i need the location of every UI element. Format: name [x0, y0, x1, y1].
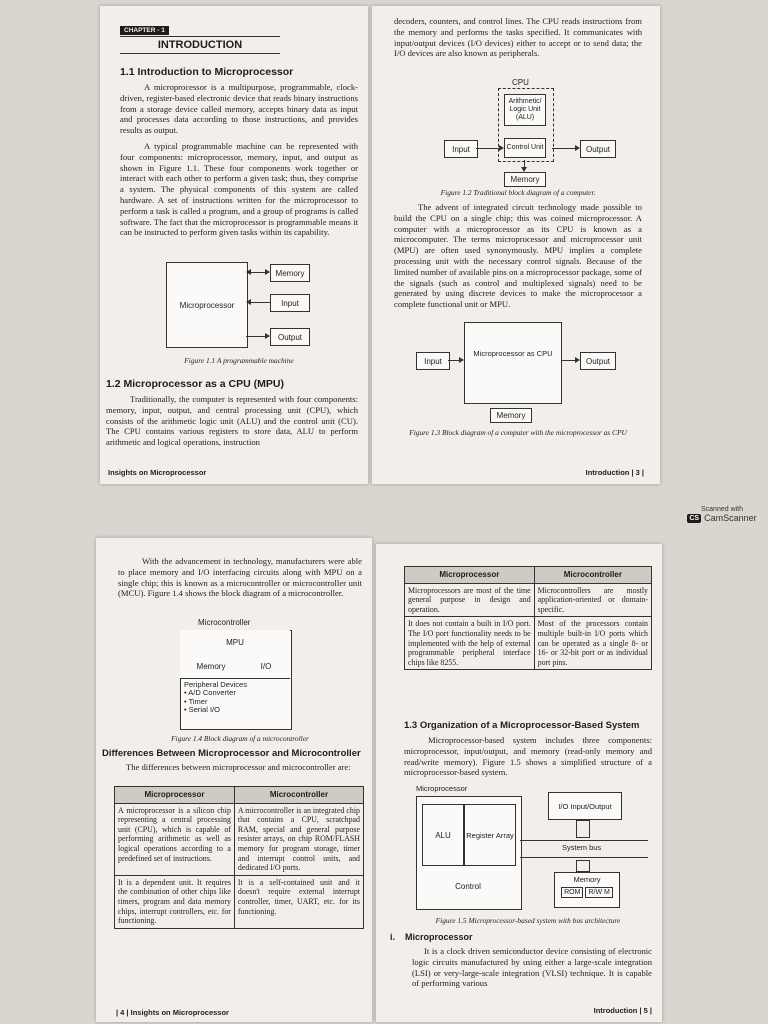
figure-caption: Figure 1.2 Traditional block diagram of a computer.	[440, 188, 596, 197]
table-row	[115, 875, 364, 928]
peripheral-item: • Serial I/O	[184, 705, 220, 715]
table-cell: A microcontroller is an integrated chip that contains a CPU, scratchpad RAM, special and general purpose resister arrays, on chip ROM/FLASH memory for program storage, timer and interrupt control units, and dedicated I/O ports.	[234, 803, 363, 875]
control-box: Control	[455, 881, 481, 891]
section-heading: 1.3 Organization of a Microprocessor-Based System	[404, 720, 640, 731]
paragraph: It is a clock driven semiconductor device consisting of electronic logic circuits manufactured by using either a large-scale integration (LSI) or very-large-scale integration (VLSI) technique. It is capable of performing various	[412, 946, 652, 989]
bus-down-arrow-icon	[576, 860, 590, 872]
paragraph: decoders, counters, and control lines. The CPU reads instructions from the memory and performs the tasks specified. It communicates with input/output devices (I/O devices) either to accept or to send data; the I/O devices are also known as peripherals.	[394, 16, 642, 59]
microcontroller-label: Microcontroller	[198, 618, 251, 627]
memory-label: Memory	[573, 875, 601, 884]
paragraph: A microprocessor is a multipurpose, programmable, clock-driven, register-based electronic device that reads binary instructions from a storage device called memory, accepts binary data as input and processes data according to those instructions, and provides results as output.	[120, 82, 358, 136]
output-box: Output	[580, 140, 616, 158]
section-heading: 1.1 Introduction to Microprocessor	[120, 66, 294, 78]
figure-caption: Figure 1.4 Block diagram of a microcontroller	[171, 734, 309, 743]
table-header: Microcontroller	[234, 787, 363, 804]
peripheral-item: • A/D Converter	[184, 688, 236, 698]
output-box: Output	[270, 328, 310, 346]
peripheral-heading: Peripheral Devices	[184, 680, 247, 689]
table-cell: Microcontrollers are mostly application-oriented or domain-specific.	[534, 583, 651, 617]
memory-box: Memory	[180, 654, 243, 679]
figure-caption: Figure 1.5 Microprocessor-based system with bus architecture	[435, 916, 621, 925]
microprocessor-cpu-box: Microprocessor as CPU	[464, 322, 562, 404]
table-header: Microprocessor	[115, 787, 235, 804]
io-box: I/O	[242, 654, 290, 679]
microprocessor-label: Microprocessor	[416, 784, 468, 793]
table-cell: Microprocessors are most of the time general purpose in design and operation.	[405, 583, 535, 617]
input-box: Input	[416, 352, 450, 370]
table-cell: Most of the processors contain multiple built-in I/O ports which can be operated as a single 8- or 16- or 32-bit port or as individual port pins.	[534, 617, 651, 670]
input-box: Input	[270, 294, 310, 312]
system-bus-label: System bus	[562, 843, 602, 852]
alu-box: ALU	[422, 804, 464, 866]
figure-1-3	[394, 318, 642, 428]
figure-1-1	[120, 258, 358, 366]
table-row	[115, 803, 364, 875]
register-array-box: Register Array	[464, 804, 516, 866]
page-footer: | 4 | Insights on Microprocessor	[116, 1008, 229, 1017]
paragraph: Traditionally, the computer is represented with four components: memory, input, output, and central processing unit (CPU), which consists of the arithmetic logic unit (ALU) and the control unit (CU). The CPU contains various registers to store data, ALU to perform arithmetic and logical operations, instruction	[106, 394, 358, 448]
page-3-right	[372, 6, 660, 484]
control-unit-box: Control Unit	[504, 138, 546, 158]
paragraph: With the advancement in technology, manufacturers were able to place memory and I/O interfacing circuits along with MPU on a single chip; this is known as a microcontroller or microcontroller unit (MCU). Figure 1.4 shows the block diagram of a microcontroller.	[118, 556, 362, 599]
page-5	[376, 544, 662, 1022]
page-4	[96, 538, 372, 1022]
paragraph: Microprocessor-based system includes three components: microprocessor, input/output, and memory (read-only memory and read/write memory). Figure 1.5 shows a simplified structure of a microprocessor-based system.	[404, 735, 652, 778]
table-cell: A microprocessor is a silicon chip representing a central processing unit (CPU), which is capable of performing arithmetic as well as logical operations according to a predefined set of instructions.	[115, 803, 235, 875]
page-footer: Introduction | 3 |	[585, 468, 644, 477]
table-row	[405, 583, 652, 617]
table-cell: It is a dependent unit. It requires the combination of other chips like timers, program and data memory chips, interrupt controllers, etc. for functioning.	[115, 875, 235, 928]
memory-frame	[554, 872, 620, 908]
bus-up-arrow-icon	[576, 820, 590, 838]
table-header: Microprocessor	[405, 567, 535, 584]
scanner-watermark	[682, 506, 762, 523]
scanner-brand: CamScanner	[704, 513, 757, 523]
page-footer: Insights on Microprocessor	[108, 468, 207, 477]
input-box: Input	[444, 140, 478, 158]
cpu-label: CPU	[512, 78, 529, 87]
table-cell: It does not contain a built in I/O port. The I/O port functionality needs to be implemented with the help of external programmable peripheral interface chips like 8255.	[405, 617, 535, 670]
page-3-left	[100, 6, 368, 484]
memory-box: Memory	[270, 264, 310, 282]
output-box: Output	[580, 352, 616, 370]
camscanner-logo-icon: CS	[689, 514, 700, 522]
microprocessor-box: Microprocessor	[166, 262, 248, 348]
comparison-table	[114, 786, 364, 929]
paragraph: A typical programmable machine can be represented with four components: microprocessor, memory, input, and output as shown in Figure 1.1. These four components work together or interact with each other to perform a given task; thus, they comprise a system. The physical components of this system are called hardware. A set of instructions written for the microprocessor to perform a task is called a program, and a group of programs is called software. The fact that the microprocessor is programmable means it can be instructed to perform given tasks within its capability.	[120, 140, 358, 238]
table-header: Microcontroller	[534, 567, 651, 584]
memory-box: Memory	[490, 408, 532, 423]
io-box: I/O Input/Output	[548, 792, 622, 820]
memory-box: Memory	[504, 172, 546, 187]
page-footer: Introduction | 5 |	[593, 1006, 652, 1015]
chapter-title: INTRODUCTION	[120, 36, 280, 54]
rom-box: ROM	[561, 887, 583, 898]
peripheral-devices	[184, 681, 247, 715]
peripheral-item: • Timer	[184, 696, 208, 706]
rwm-box: R/W M	[585, 887, 612, 898]
paragraph: The differences between microprocessor and microcontroller are:	[126, 762, 351, 772]
figure-1-5	[404, 782, 652, 912]
paragraph: The advent of integrated circuit technology made possible to build the CPU on a single chip; this was coined microprocessor. A computer with a microprocessor as its CPU is known as a microcomputer. The terms microprocessor and microprocessor unit (MPU) are often used synonymously. MPU implies a complete processing unit with the necessary control signals. Because of the limited number of available pins on a microprocessor package, some of the signals (such as control and multiplexed signals) need to be generated by using discrete devices to make the microprocessor a complete functional unit or MPU.	[394, 202, 642, 310]
chapter-label: CHAPTER - 1	[120, 26, 169, 35]
sub-heading: Microprocessor	[405, 932, 473, 942]
figure-caption: Figure 1.1 A programmable machine	[184, 356, 294, 365]
scanner-caption: Scanned with	[700, 506, 744, 513]
section-heading: 1.2 Microprocessor as a CPU (MPU)	[106, 378, 284, 390]
comparison-table	[404, 566, 652, 670]
system-bus-arrow	[520, 840, 648, 858]
figure-caption: Figure 1.3 Block diagram of a computer with the microprocessor as CPU	[409, 428, 627, 437]
mpu-box: MPU	[180, 630, 290, 655]
sub-item-number: i.	[390, 932, 396, 942]
table-cell: It is a self-contained unit and it doesn't require external interrupt controller, timer, UART, etc. for its functioning.	[234, 875, 363, 928]
alu-box: Arithmetic/ Logic Unit (ALU)	[504, 94, 546, 126]
figure-1-2	[394, 78, 642, 188]
section-heading: Differences Between Microprocessor and Microcontroller	[102, 748, 361, 759]
table-row	[405, 617, 652, 670]
figure-1-4	[118, 614, 362, 734]
